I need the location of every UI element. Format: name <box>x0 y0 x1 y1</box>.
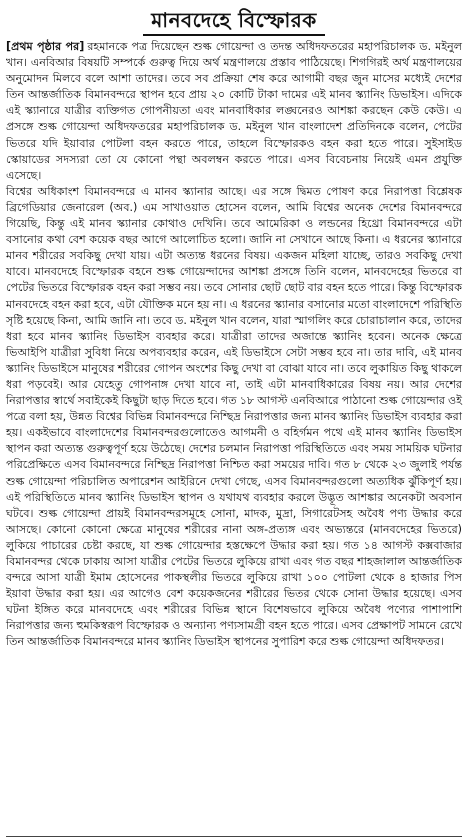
paragraph-1-text: রহমানকে পত্র দিয়েছেন শুল্ক গোয়েন্দা ও তদন্ত অধিদফতরের মহাপরিচালক ড. মইনুল খান। এনবিআর বিষয়টি সম্পর্কে গুরুত্ব দিয়ে অর্থ মন্ত্রণালয়ে প্রস্তাব পাঠিয়েছে। শিগগিরই অর্থ মন্ত্রণালয়ের অনুমোদন মিলবে বলে আশা তাদের। তবে সব প্রক্রিয়া শেষ করে আগামী বছর জুন মাসের মধ্যেই দেশের তিন আন্তর্জাতিক বিমানবন্দরে স্থাপন হবে প্রায় ২০ কোটি টাকা দামের এই মানব স্ক্যানিং ডিভাইস। এদিকে এই স্ক্যানারে যাত্রীর ব্যক্তিগত গোপনীয়তা এবং মানবাধিকার লঙ্ঘনেরও আশঙ্কা করছেন কেউ কেউ। এ প্রসঙ্গে শুল্ক গোয়েন্দা অধিদফতরের মহাপরিচালক ড. মইনুল খান বাংলাদেশ প্রতিদিনকে বলেন, পেটের ভিতরে যদি ইয়াবার পোটলা বহন করতে পারে, তাহলে বিস্ফোরকও বহন করা হতে পারে। সুইসাইড স্কোয়াডের সদস্যরা তো যে কোনো পন্থা অবলম্বন করতে পারে। এসব বিবেচনায় নিয়েই এমন প্রযুক্তি এসেছে। <box>6 40 462 182</box>
continuation-label: [প্রথম পৃষ্ঠার পর] <box>6 40 85 53</box>
article-headline: মানবদেহে বিস্ফোরক <box>143 6 325 36</box>
article-paragraph-1 <box>6 39 462 184</box>
article-paragraph-2: বিশ্বের অধিকাংশ বিমানবন্দরে এ মানব স্ক্যানার আছে। এর সঙ্গে দ্বিমত পোষণ করে নিরাপত্তা বিশ্লেষক ব্রিগেডিয়ার জেনারেল (অব.) এম সাখাওয়াত হোসেন বলেন, আমি বিশ্বের অনেক দেশের বিমানবন্দরে গিয়েছি, কিন্তু এই মানব স্ক্যানার কোথাও দেখিনি। তবে আমেরিকা ও লন্ডনের হিথ্রো বিমানবন্দরে এটা বসানোর কথা বেশ কয়েক বছর আগে আলোচিত হলো। জানি না সেখানে আছে কিনা। এ ধরনের স্ক্যানারে মানব শরীরের সবকিছু দেখা যায়। এটা অত্যন্ত ধরনের বিষয়। একজন মহিলা যাচ্ছে, তারও সবকিছু দেখা যাবে। মানবদেহে বিস্ফোরক বহনে শুল্ক গোয়েন্দাদের আশঙ্কা প্রসঙ্গে তিনি বলেন, মানবদেহের ভিতরে বা পেটের ভিতরে বিস্ফোরক বহন করা সম্ভব নয়। তবে সোনার ছোট ছোট বার বহন হতে পারে। কিন্তু বিস্ফোরক মানবদেহে বহন করা হবে, এটা যৌক্তিক মনে হয় না। এ ধরনের স্ক্যানার বসানোর মতো বাংলাদেশে পরিস্থিতি সৃষ্টি হয়েছে কিনা, আমি জানি না। তবে ড. মইনুল খান বলেন, যারা স্মাগলিং করে চোরাচালান করে, তাদের ধরা হবে মানব স্ক্যানিং ডিভাইস ব্যবহার করে। যাত্রীরা তাদের অজান্তে স্ক্যানিং হবেন। অনেক ক্ষেত্রে ভিআইপি যাত্রীরা সুবিধা নিয়ে অপব্যবহার করেন, এই ডিভাইসে সেটা সম্ভব হবে না। তার দাবি, এই মানব স্ক্যানিং ডিভাইসে মানুষের শরীরের গোপন অংশের কিছু দেখা বা বোঝা যাবে না। তবে লুকায়িত কিছু থাকলে ধরা পড়বেই। আর যেহেতু গোপনাঙ্গ দেখা যাবে না, তাই এটা মানবাধিকারের বিষয় নয়। আর দেশের নিরাপত্তার স্বার্থে সবাইকেই কিছুটা ছাড় দিতে হবে। গত ১৮ আগস্ট এনবিআরে পাঠানো শুল্ক গোয়েন্দার ওই পত্রে বলা হয়, উন্নত বিশ্বের বিভিন্ন বিমানবন্দরে নিশ্ছিদ্র নিরাপত্তার জন্য মানব স্ক্যানিং ডিভাইস ব্যবহার করা হয়। একইভাবে বাংলাদেশের বিমানবন্দরগুলোতেও আগমনী ও বহির্গমন পথে এই মানব স্ক্যানিং ডিভাইস স্থাপন করা অত্যন্ত গুরুত্বপূর্ণ হয়ে উঠেছে। দেশের চলমান নিরাপত্তা পরিস্থিতিতে এবং সময় সাময়িক ঘটনার পরিপ্রেক্ষিতে এসব বিমানবন্দরে নিশ্ছিদ্র নিরাপত্তা নিশ্চিত করা সময়ের দাবি। গত ৮ থেকে ২৩ জুলাই পর্যন্ত শুল্ক গোয়েন্দা পরিচালিত অপারেশন আইরিনে দেখা গেছে, এসব বিমানবন্দরগুলো অত্যধিক ঝুঁকিপূর্ণ হয়। এই পরিস্থিতিতে মানব স্ক্যানিং ডিভাইস স্থাপন ও যথাযথ ব্যবহার করলে উদ্ভূত আশঙ্কার অনেকটা অবসান ঘটবে। শুল্ক গোয়েন্দা প্রায়ই বিমানবন্দরসমূহে সোনা, মাদক, মুদ্রা, সিগারেটসহ অবৈধ পণ্য উদ্ধার করে আসছে। কোনো কোনো ক্ষেত্রে মানুষের শরীরের নানা অঙ্গ-প্রত্যঙ্গ এবং অভ্যন্তরে (মানবদেহের ভিতরে) লুকিয়ে পাচারের চেষ্টা করছে, যা শুল্ক গোয়েন্দার হস্তক্ষেপে উদ্ধার করা হয়। গত ১৪ আগস্ট কক্সবাজার বিমানবন্দর থেকে ঢাকায় আসা যাত্রীর পেটের ভিতরে লুকিয়ে রাখা এবং গত বছর শাহজালাল আন্তর্জাতিক বন্দরে আসা যাত্রী ইমাম হোসেনের পাকস্থলীর ভিতরে লুকিয়ে রাখা ১০০ পোটলা থেকে ৪ হাজার পিস ইয়াবা উদ্ধার করা হয়। এর আগেও বেশ কয়েকজনের শরীরের ভিতর থেকে সোনা উদ্ধার হয়েছে। এসব ঘটনা ইঙ্গিত করে মানবদেহে এবং শরীরের বিভিন্ন স্থানে বিশেষভাবে লুকিয়ে অবৈধ পণ্যের পাশাপাশি নিরাপত্তার জন্য হুমকিস্বরূপ বিস্ফোরক ও অন্যান্য পণ্যসামগ্রী বহন হতে পারে। এসব প্রেক্ষাপট সামনে রেখে তিন আন্তর্জাতিক বিমানবন্দরে মানব স্ক্যানিং ডিভাইস স্থাপনের সুপারিশ করে শুল্ক গোয়েন্দা অধিদফতর। <box>6 184 462 649</box>
bottom-rule <box>6 836 462 837</box>
headline-wrap <box>6 6 462 36</box>
article-body <box>6 39 462 651</box>
